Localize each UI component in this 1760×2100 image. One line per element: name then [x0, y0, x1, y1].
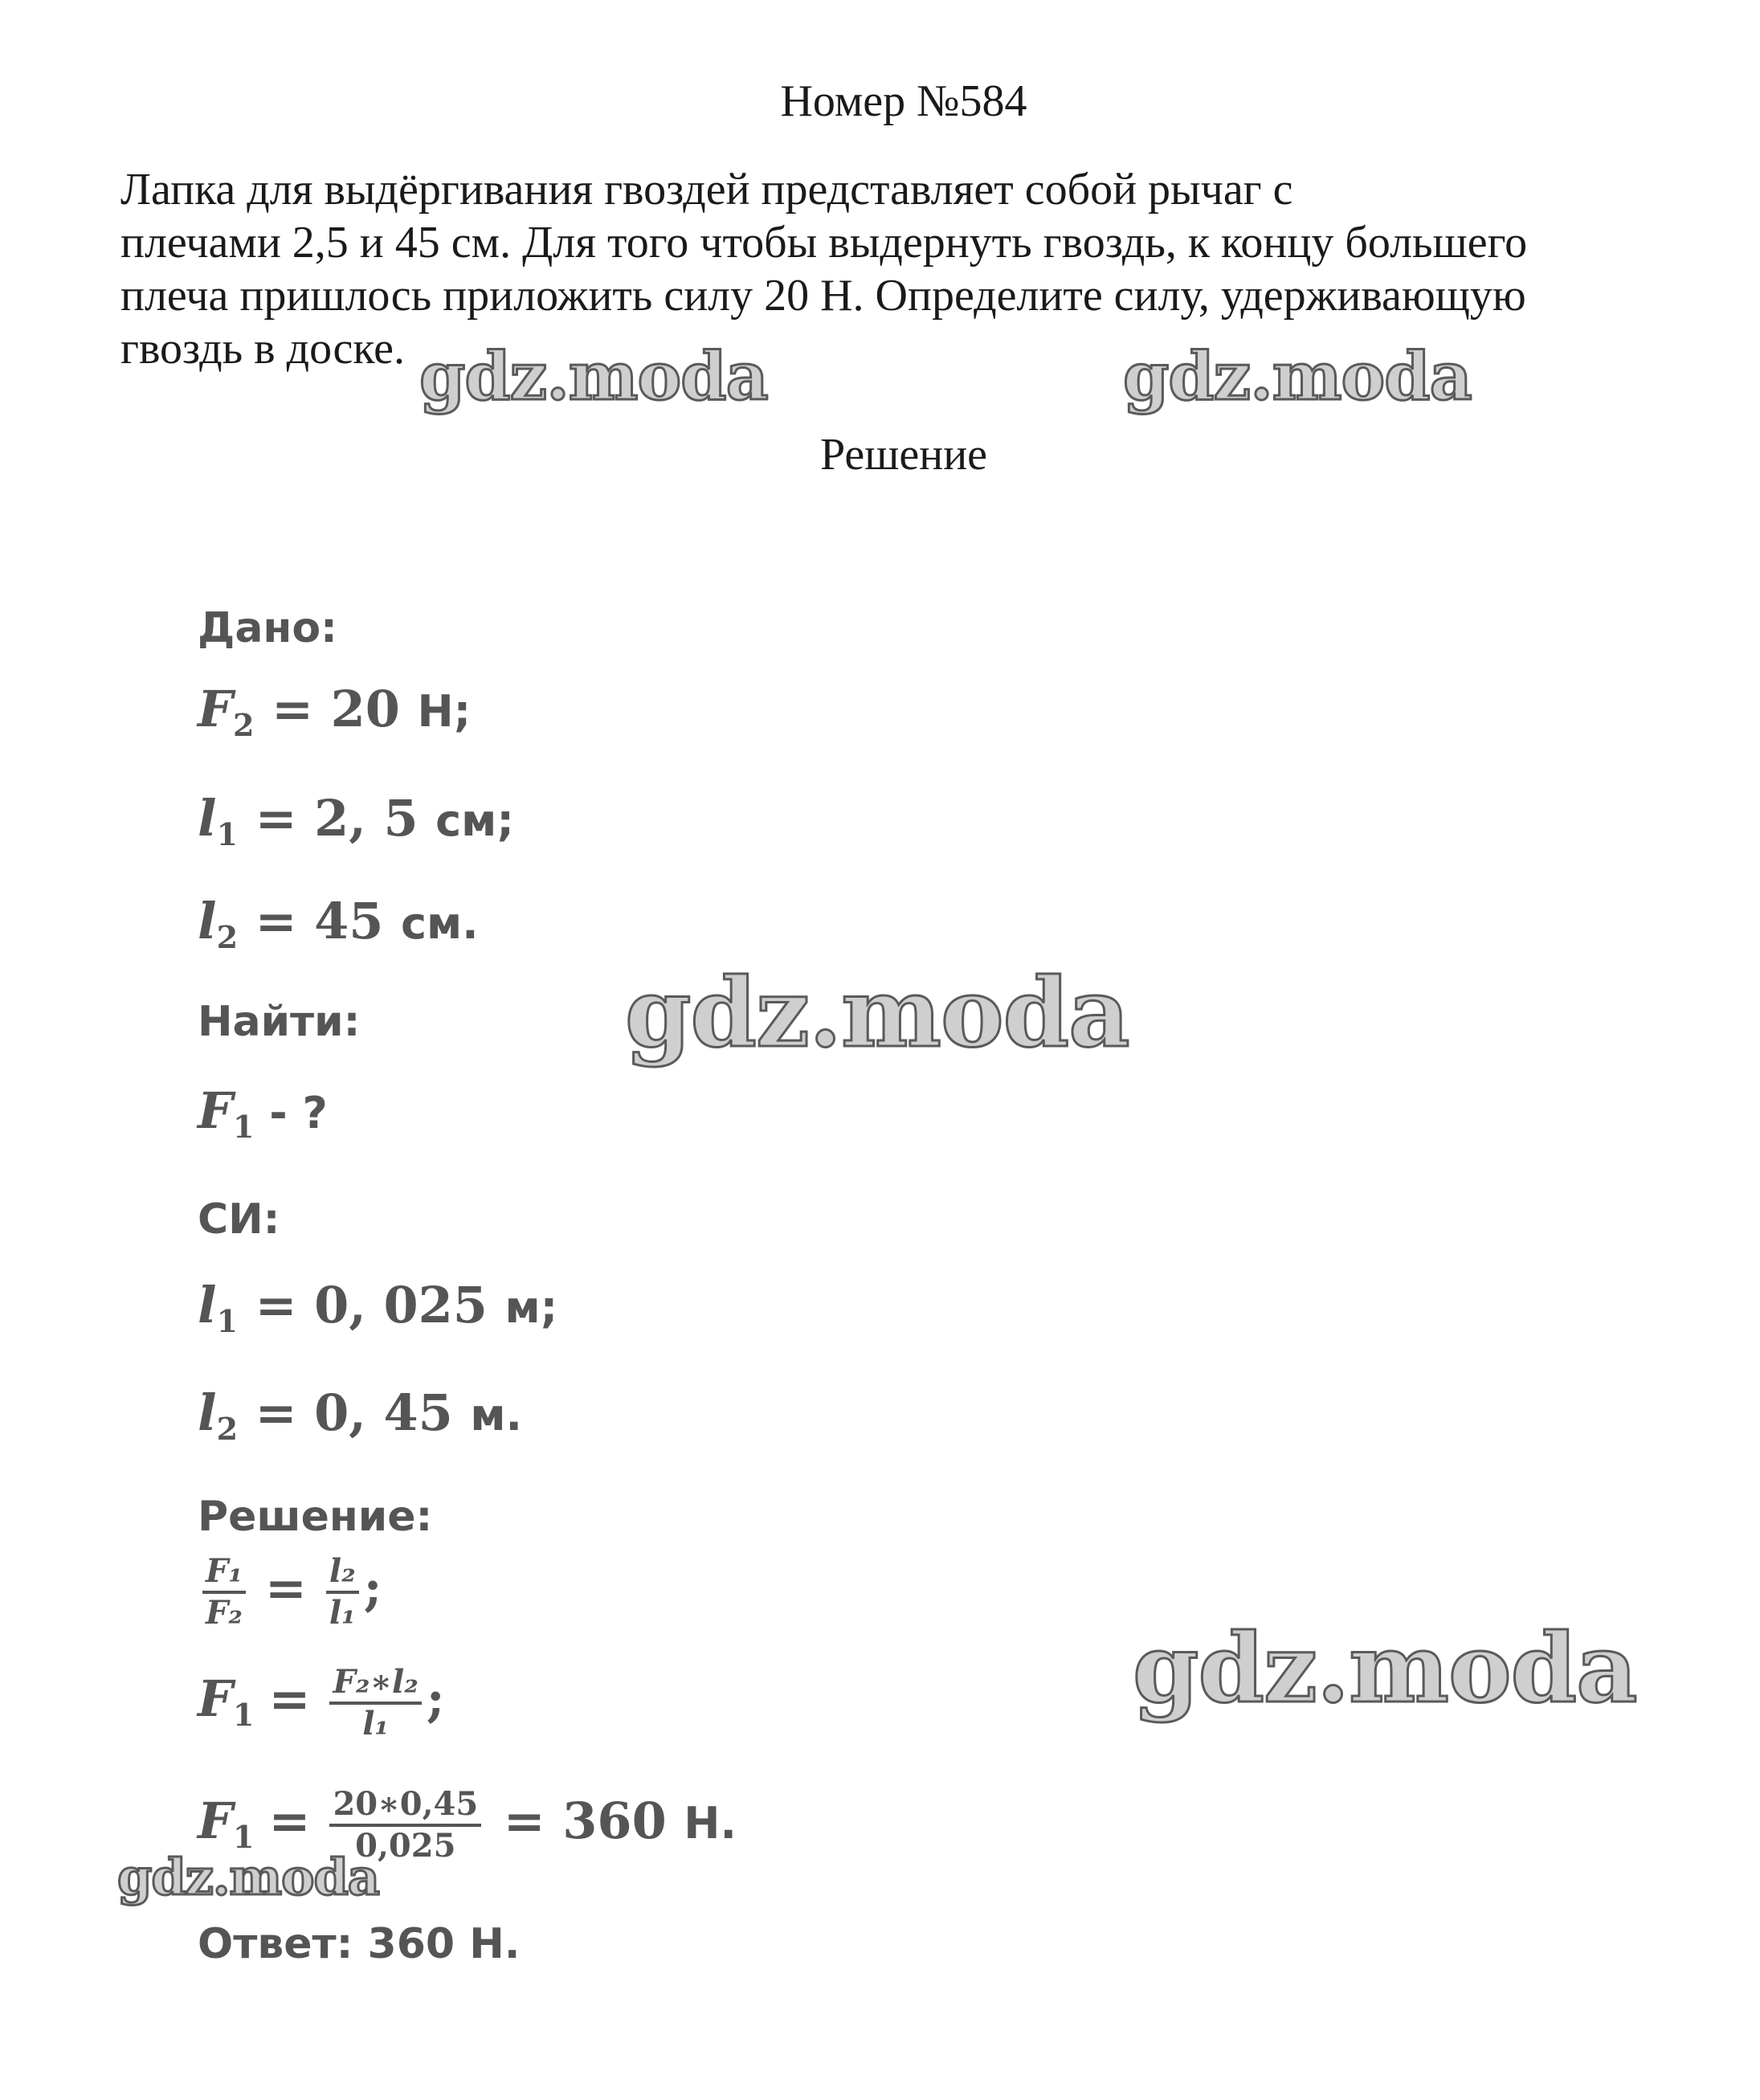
page-title: Номер №584	[780, 76, 1027, 126]
watermark: gdz.moda	[1123, 338, 1472, 415]
formula-sub: 1	[216, 1303, 239, 1339]
fraction	[202, 1552, 246, 1632]
problem-line: Лапка для выдёргивания гвоздей представляет собой рычаг с	[120, 165, 1293, 214]
formula-end: ;	[363, 1559, 382, 1617]
equals-sign: =	[268, 1669, 311, 1728]
given-f2	[198, 680, 471, 743]
formula-var: F	[198, 1081, 234, 1140]
equation-f1-formula	[198, 1663, 445, 1743]
fraction-numerator: 20∗0,45	[329, 1785, 481, 1827]
given-l1	[198, 789, 514, 852]
si-l1	[198, 1276, 557, 1339]
problem-line: плеча пришлось приложить силу 20 Н. Определите силу, удерживающую	[120, 271, 1526, 321]
formula-sub: 1	[233, 1819, 255, 1855]
formula-end: ;	[426, 1669, 445, 1728]
formula-value: - ?	[254, 1088, 328, 1138]
fraction-denominator: 0,025	[355, 1827, 456, 1865]
formula-unit: см;	[435, 795, 514, 846]
answer: Ответ: 360 Н.	[198, 1920, 521, 1968]
formula-var: l	[198, 892, 217, 950]
si-label: СИ:	[198, 1195, 280, 1244]
formula-var: l	[198, 1276, 217, 1334]
equals-sign: =	[268, 1792, 311, 1850]
formula-var: l	[198, 789, 217, 848]
equation-ratio	[198, 1552, 382, 1632]
formula-unit: м.	[470, 1390, 522, 1440]
watermark: gdz.moda	[419, 338, 768, 415]
formula-value: = 0, 025	[238, 1276, 505, 1334]
formula-result: = 360	[486, 1792, 684, 1850]
formula-value: = 2, 5	[238, 789, 436, 848]
given-label: Дано:	[198, 604, 337, 652]
problem-line: гвоздь в доске.	[120, 324, 406, 374]
formula-unit: м;	[504, 1282, 558, 1333]
watermark: gdz.moda	[625, 957, 1129, 1068]
formula-value: = 45	[238, 892, 401, 950]
fraction-numerator: F₁	[202, 1552, 246, 1594]
formula-sub: 2	[216, 1411, 239, 1447]
formula-sub: 1	[216, 816, 239, 852]
fraction-denominator: F₂	[206, 1594, 243, 1632]
find-f1	[198, 1081, 328, 1145]
given-l2	[198, 892, 479, 955]
formula-sub: 2	[233, 707, 255, 743]
formula-value: = 20	[254, 680, 418, 738]
formula-var: F	[198, 1792, 234, 1850]
formula-unit: Н.	[684, 1798, 737, 1849]
solution-label: Решение:	[198, 1493, 433, 1541]
fraction	[329, 1663, 421, 1743]
find-label: Найти:	[198, 998, 361, 1046]
solution-heading: Решение	[819, 430, 988, 480]
watermark: gdz.moda	[1133, 1612, 1637, 1724]
formula-var: F	[198, 1669, 234, 1728]
fraction-denominator: l₁	[329, 1594, 356, 1632]
fraction-numerator: F₂∗l₂	[329, 1663, 421, 1705]
formula-unit: см.	[401, 898, 479, 949]
watermark: gdz.moda	[117, 1848, 379, 1906]
si-l2	[198, 1383, 522, 1447]
fraction-numerator: l₂	[326, 1552, 359, 1594]
formula-sub: 1	[233, 1697, 255, 1733]
formula-var: l	[198, 1383, 217, 1442]
formula-sub: 1	[233, 1109, 255, 1145]
fraction-denominator: l₁	[362, 1705, 389, 1743]
problem-line: плечами 2,5 и 45 см. Для того чтобы выдернуть гвоздь, к концу большего	[120, 218, 1528, 268]
formula-sub: 2	[216, 919, 239, 955]
fraction	[326, 1552, 359, 1632]
formula-value: = 0, 45	[238, 1383, 471, 1442]
formula-var: F	[198, 680, 234, 738]
formula-unit: Н;	[417, 686, 472, 737]
problem-statement	[120, 163, 1759, 375]
equals-sign: =	[264, 1559, 307, 1617]
